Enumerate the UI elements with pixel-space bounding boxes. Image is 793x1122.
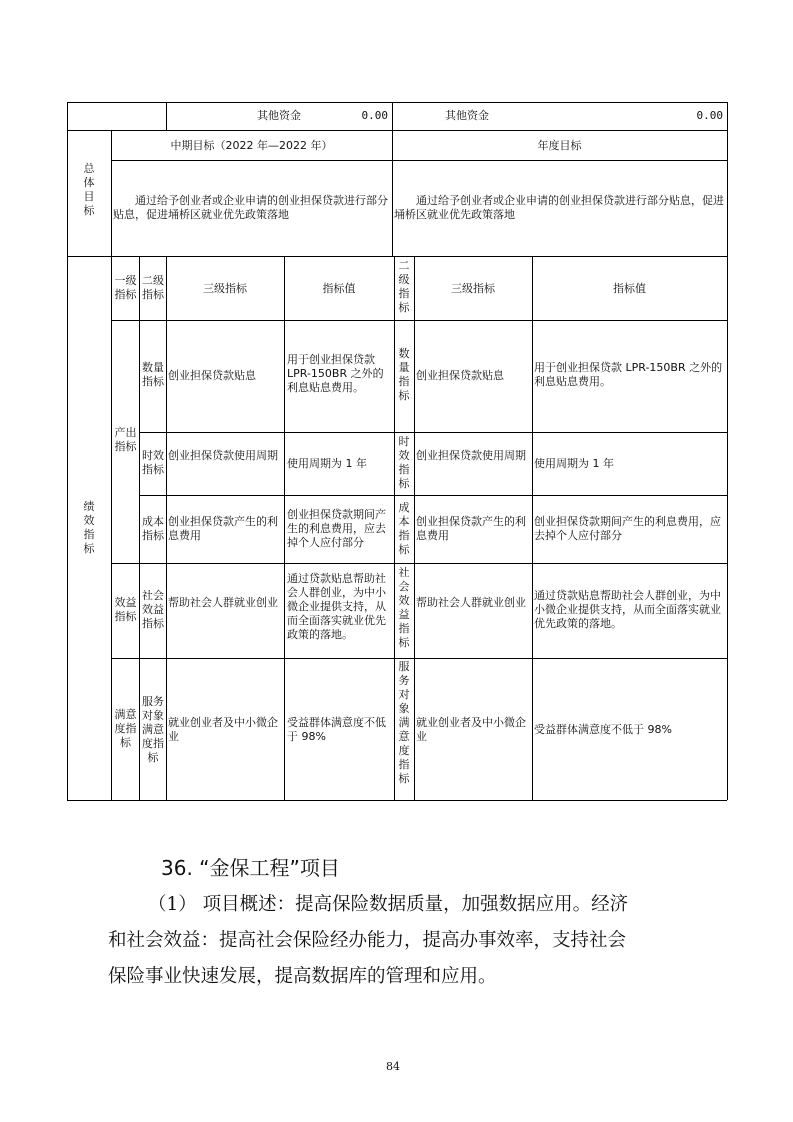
satisfaction-indicator-label: 满意度指标 bbox=[114, 708, 137, 749]
table-row-l2-right: 时效指标 bbox=[398, 435, 410, 490]
benefit-indicator-label: 效益指标 bbox=[114, 596, 137, 623]
table-row-l3: 创业担保贷款产生的利息费用 bbox=[168, 515, 278, 542]
header-level2: 二级指标 bbox=[142, 274, 164, 301]
table-row-value-right: 使用周期为 1 年 bbox=[534, 457, 614, 470]
table-row-value: 通过贷款贴息帮助社会人群创业，为中小微企业提供支持，从而全面落实就业优先政策的落地。 bbox=[287, 572, 386, 641]
table-row-value: 用于创业担保贷款 LPR-150BR 之外的利息贴息费用。 bbox=[287, 353, 384, 394]
table-row-l3: 帮助社会人群就业创业 bbox=[168, 596, 278, 609]
paragraph-line-1: （1） 项目概述：提高保险数据质量，加强数据应用。经济 bbox=[148, 894, 629, 915]
header-value-right: 指标值 bbox=[613, 282, 646, 295]
mid-term-header: 中期目标（2022 年—2022 年） bbox=[170, 139, 333, 152]
annual-text: 通过给予创业者或企业申请的创业担保贷款进行部分贴息，促进埇桥区就业优先政策落地 bbox=[394, 194, 724, 221]
table-row-value: 受益群体满意度不低于 98% bbox=[287, 716, 386, 743]
table-row-l3-right: 创业担保贷款使用周期 bbox=[416, 449, 526, 462]
table-row-value-right: 通过贷款贴息帮助社会人群创业，为中小微企业提供支持，从而全面落实就业优先政策的落地。 bbox=[534, 589, 721, 630]
table-row-l2: 社会效益指标 bbox=[142, 589, 164, 630]
overall-goal-label: 总体目标 bbox=[83, 162, 95, 217]
table-row-value: 使用周期为 1 年 bbox=[287, 457, 367, 470]
header-level3-right: 三级指标 bbox=[451, 282, 495, 295]
table-row-l2-right: 数量指标 bbox=[398, 347, 410, 402]
mid-term-text: 通过给予创业者或企业申请的创业担保贷款进行部分贴息，促进埇桥区就业优先政策落地 bbox=[113, 194, 388, 221]
table-row-value-right: 用于创业担保贷款 LPR-150BR 之外的利息贴息费用。 bbox=[534, 361, 723, 388]
other-funds-value-left: 0.00 bbox=[361, 109, 388, 122]
table-row-l2: 成本指标 bbox=[142, 515, 164, 542]
other-funds-label-left: 其他资金 bbox=[257, 109, 301, 122]
table-row-value: 创业担保贷款期间产生的利息费用，应去掉个人应付部分 bbox=[287, 508, 386, 549]
table-row-l2-right: 成本指标 bbox=[398, 501, 410, 556]
table-row-l3-right: 就业创业者及中小微企业 bbox=[416, 716, 526, 743]
header-value: 指标值 bbox=[322, 282, 356, 295]
table-row-l3: 创业担保贷款使用周期 bbox=[168, 449, 278, 462]
table-row-l3: 创业担保贷款贴息 bbox=[168, 369, 256, 382]
table-row-l2-right: 社会效益指标 bbox=[398, 566, 410, 649]
other-funds-value-right: 0.00 bbox=[696, 109, 723, 122]
page-number: 84 bbox=[386, 1060, 400, 1073]
table-row-l2: 服务对象满意度指标 bbox=[142, 695, 164, 764]
table-row-value-right: 创业担保贷款期间产生的利息费用，应去掉个人应付部分 bbox=[534, 515, 721, 542]
table-row-l3-right: 帮助社会人群就业创业 bbox=[416, 596, 526, 609]
table-row-l2: 数量指标 bbox=[142, 361, 164, 388]
paragraph-line-2: 和社会效益：提高社会保险经办能力，提高办事效率，支持社会 bbox=[108, 930, 627, 951]
other-funds-label-right: 其他资金 bbox=[445, 109, 489, 122]
annual-header: 年度目标 bbox=[537, 139, 582, 152]
performance-label: 绩效指标 bbox=[83, 500, 95, 555]
table-row-l2: 时效指标 bbox=[142, 449, 164, 476]
header-level3: 三级指标 bbox=[203, 282, 247, 295]
table-row-l2-right: 服务对象满意度指标 bbox=[398, 660, 410, 785]
table-row-value-right: 受益群体满意度不低于 98% bbox=[534, 723, 672, 736]
header-level1: 一级指标 bbox=[114, 274, 137, 301]
project-paragraph bbox=[108, 887, 708, 995]
table-row-l3: 就业创业者及中小微企业 bbox=[168, 716, 278, 743]
output-indicator-label: 产出指标 bbox=[114, 426, 137, 453]
table-row-l3-right: 创业担保贷款贴息 bbox=[416, 369, 504, 382]
table-row-l3-right: 创业担保贷款产生的利息费用 bbox=[416, 515, 526, 542]
section-heading: 36. “金保工程”项目 bbox=[161, 856, 340, 880]
header-level2-right: 二级指标 bbox=[398, 259, 410, 314]
paragraph-line-3: 保险事业快速发展，提高数据库的管理和应用。 bbox=[108, 966, 497, 987]
